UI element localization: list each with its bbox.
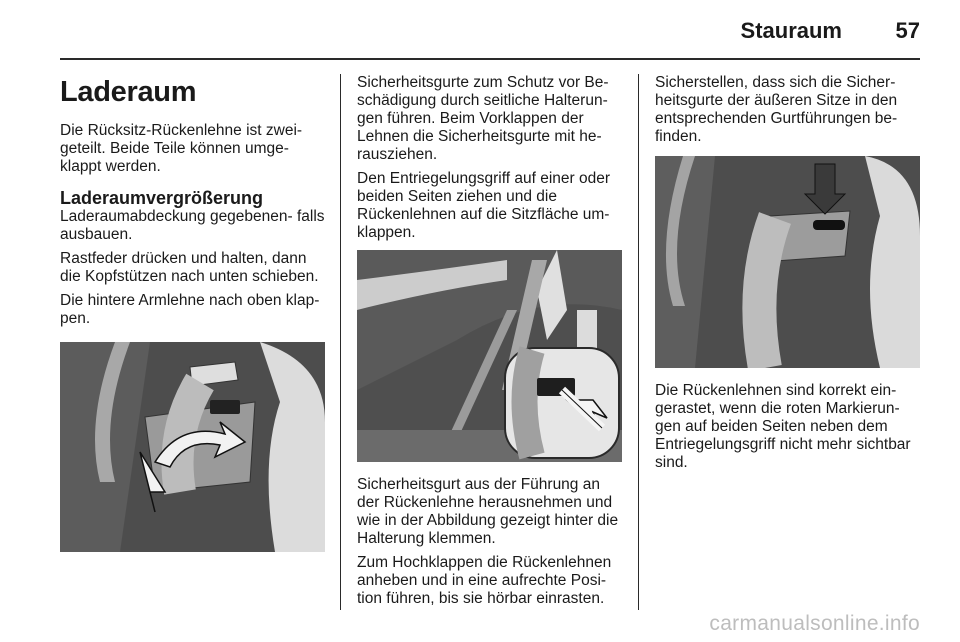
latch-check-text: Die Rückenlehnen sind korrekt ein- gerastet, wenn die roten Markierun- gen auf beiden Seiten neben dem Entriegelungsgriff nicht mehr sichtbar sind.: [655, 382, 911, 471]
main-heading: Laderaum: [60, 76, 197, 108]
step-2-text: Rastfeder drücken und halten, dann die Kopfstützen nach unten schieben.: [60, 250, 319, 285]
column-divider-2: [638, 74, 639, 610]
step-1-text: Laderaumabdeckung gegebenen- falls ausbauen.: [60, 208, 325, 243]
page-header: [60, 18, 920, 48]
header-rule: [60, 58, 920, 60]
step-3-text: Die hintere Armlehne nach oben klap- pen.: [60, 292, 320, 327]
belt-clamp-text: Sicherheitsgurt aus der Führung an der Rückenlehne herausnehmen und wie in der Abbildung gezeigt hinter die Halterung klemmen.: [357, 476, 619, 547]
fold-up-text: Zum Hochklappen die Rückenlehnen anheben und in eine aufrechte Posi- tion führen, bis sie hörbar einrasten.: [357, 554, 612, 607]
watermark: carmanualsonline.info: [709, 612, 920, 635]
belt-guide-illustration: [655, 156, 920, 368]
release-handle-text: Den Entriegelungsgriff auf einer oder beiden Seiten ziehen und die Rückenlehnen auf die Sitzfläche um- klappen.: [357, 170, 611, 241]
column-divider-1: [340, 74, 341, 610]
column-1: [60, 74, 325, 552]
belt-holder-illustration: [357, 250, 622, 462]
column-2: [357, 74, 622, 614]
column-3: [655, 74, 920, 478]
belt-check-text: Sicherstellen, dass sich die Sicher- heitsgurte der äußeren Sitze in den entsprechenden Gurtführungen be- finden.: [655, 74, 898, 145]
page-number: 57: [895, 18, 920, 43]
intro-text: Die Rücksitz-Rückenlehne ist zwei- geteilt. Beide Teile können umge- klappt werden.: [60, 122, 303, 175]
section-title: Stauraum: [740, 18, 842, 43]
belt-guide-text: Sicherheitsgurte zum Schutz vor Be- schädigung durch seitliche Halterun- gen führen. Beim Vorklappen der Lehnen die Sicherheitsgurte mit he- rausziehen.: [357, 74, 609, 163]
subheading: Laderaumvergrößerung: [60, 188, 264, 208]
armrest-illustration: [60, 342, 325, 552]
